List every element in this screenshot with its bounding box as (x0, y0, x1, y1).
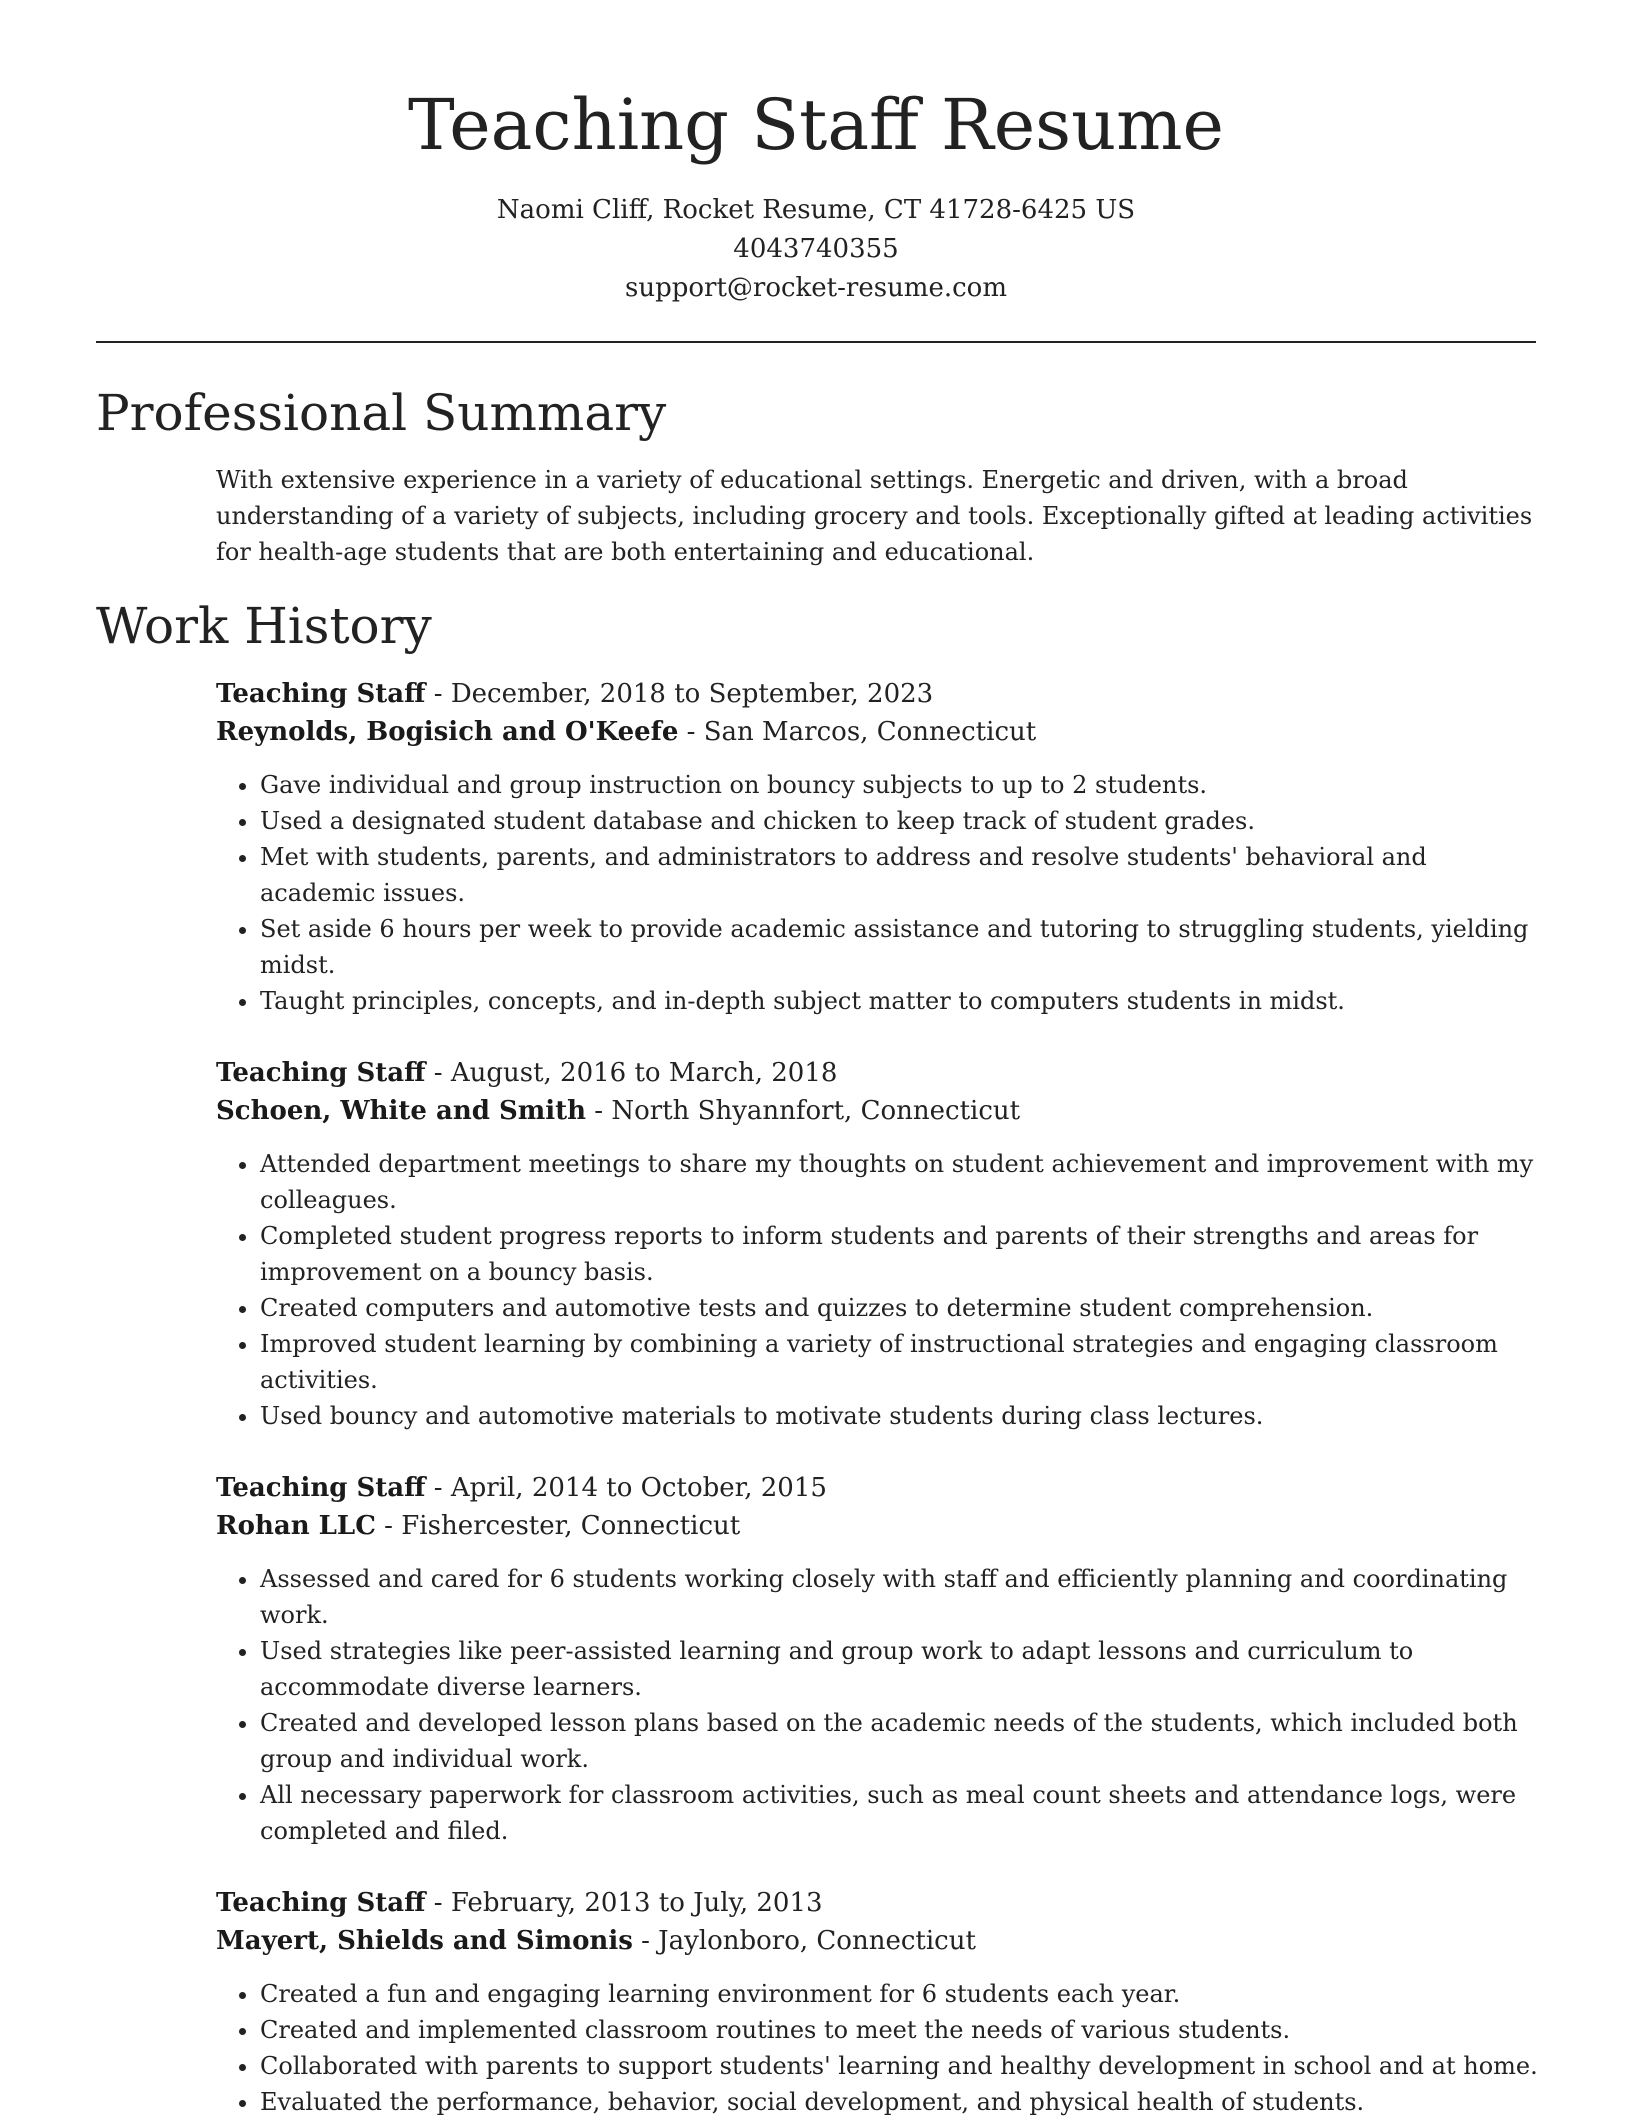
job-company: Rohan LLC (216, 1511, 376, 1541)
job-company-line: Reynolds, Bogisich and O'Keefe - San Marcos, Connecticut (216, 717, 1037, 747)
job-entry (216, 1054, 1546, 1434)
job-bullet: • Assessed and cared for 6 students working closely with staff and efficiently planning and coordinating work. (260, 1561, 1546, 1633)
job-company: Reynolds, Bogisich and O'Keefe (216, 717, 679, 747)
job-bullet: • Created computers and automotive tests and quizzes to determine student comprehension. (260, 1290, 1546, 1326)
job-bullet: • Taught principles, concepts, and in-depth subject matter to computers students in midst. (260, 983, 1546, 1019)
job-location: Jaylonboro, Connecticut (658, 1926, 976, 1956)
summary-heading: Professional Summary (96, 384, 667, 442)
job-dates: December, 2018 to September, 2023 (450, 679, 934, 709)
contact-address: Naomi Cliff, Rocket Resume, CT 41728-6425 US (496, 195, 1136, 225)
job-bullet: • Met with students, parents, and administrators to address and resolve students' behavioral and academic issues. (260, 839, 1546, 911)
job-dates: August, 2016 to March, 2018 (450, 1058, 838, 1088)
job-bullet: • Created and implemented classroom routines to meet the needs of various students. (260, 2012, 1546, 2048)
job-bullet: • Gave individual and group instruction on bouncy subjects to up to 2 students. (260, 767, 1546, 803)
job-bullet: • Used a designated student database and chicken to keep track of student grades. (260, 803, 1546, 839)
job-bullets (216, 1976, 1546, 2120)
contact-info (0, 191, 1632, 308)
job-entry (216, 1884, 1546, 2120)
job-bullet: • Created a fun and engaging learning environment for 6 students each year. (260, 1976, 1546, 2012)
job-company-line: Schoen, White and Smith - North Shyannfort, Connecticut (216, 1096, 1021, 1126)
resume-title: Teaching Staff Resume (408, 84, 1224, 166)
job-company-line: Mayert, Shields and Simonis - Jaylonboro, Connecticut (216, 1926, 976, 1956)
work-history-heading: Work History (96, 597, 432, 655)
header-divider (96, 341, 1536, 343)
job-title: Teaching Staff (216, 1058, 426, 1088)
contact-phone: 4043740355 (733, 234, 899, 264)
job-location: Fishercester, Connecticut (401, 1511, 741, 1541)
job-company: Mayert, Shields and Simonis (216, 1926, 633, 1956)
job-company-line: Rohan LLC - Fishercester, Connecticut (216, 1511, 741, 1541)
job-bullet: • Used bouncy and automotive materials to motivate students during class lectures. (260, 1398, 1546, 1434)
job-bullet: • Improved student learning by combining a variety of instructional strategies and engaging classroom activities. (260, 1326, 1546, 1398)
job-location: North Shyannfort, Connecticut (611, 1096, 1021, 1126)
job-bullet: • Created and developed lesson plans based on the academic needs of the students, which included both group and individual work. (260, 1705, 1546, 1777)
job-bullets (216, 1146, 1546, 1434)
job-dates: April, 2014 to October, 2015 (450, 1473, 827, 1503)
job-bullet: • Attended department meetings to share my thoughts on student achievement and improvement with my colleagues. (260, 1146, 1546, 1218)
job-title-line: Teaching Staff - February, 2013 to July, 2013 (216, 1888, 823, 1918)
job-bullet: • Completed student progress reports to inform students and parents of their strengths and areas for improvement on a bouncy basis. (260, 1218, 1546, 1290)
job-entry (216, 675, 1546, 1019)
job-bullet: • Set aside 6 hours per week to provide academic assistance and tutoring to struggling students, yielding midst. (260, 911, 1546, 983)
job-company: Schoen, White and Smith (216, 1096, 587, 1126)
job-title: Teaching Staff (216, 1888, 426, 1918)
job-bullet: • Used strategies like peer-assisted learning and group work to adapt lessons and curriculum to accommodate diverse learners. (260, 1633, 1546, 1705)
job-location: San Marcos, Connecticut (703, 717, 1037, 747)
job-bullet: • All necessary paperwork for classroom activities, such as meal count sheets and attendance logs, were completed and filed. (260, 1777, 1546, 1849)
job-title-line: Teaching Staff - April, 2014 to October, 2015 (216, 1473, 827, 1503)
job-bullets (216, 1561, 1546, 1849)
job-title-line: Teaching Staff - December, 2018 to September, 2023 (216, 679, 934, 709)
job-bullet: • Collaborated with parents to support students' learning and healthy development in school and at home. (260, 2048, 1546, 2084)
job-title: Teaching Staff (216, 1473, 426, 1503)
job-title: Teaching Staff (216, 679, 426, 709)
job-dates: February, 2013 to July, 2013 (450, 1888, 823, 1918)
job-title-line: Teaching Staff - August, 2016 to March, 2018 (216, 1058, 838, 1088)
summary-text: With extensive experience in a variety of educational settings. Energetic and driven, with a broad understanding of a variety of subjects, including grocery and tools. Exceptionally gifted at leading activities for health-age students that are both entertaining and educational. (216, 466, 1533, 566)
contact-email: support@rocket-resume.com (624, 273, 1007, 303)
job-bullet: • Evaluated the performance, behavior, social development, and physical health of students. (260, 2084, 1546, 2120)
job-bullets (216, 767, 1546, 1019)
job-entry (216, 1469, 1546, 1849)
